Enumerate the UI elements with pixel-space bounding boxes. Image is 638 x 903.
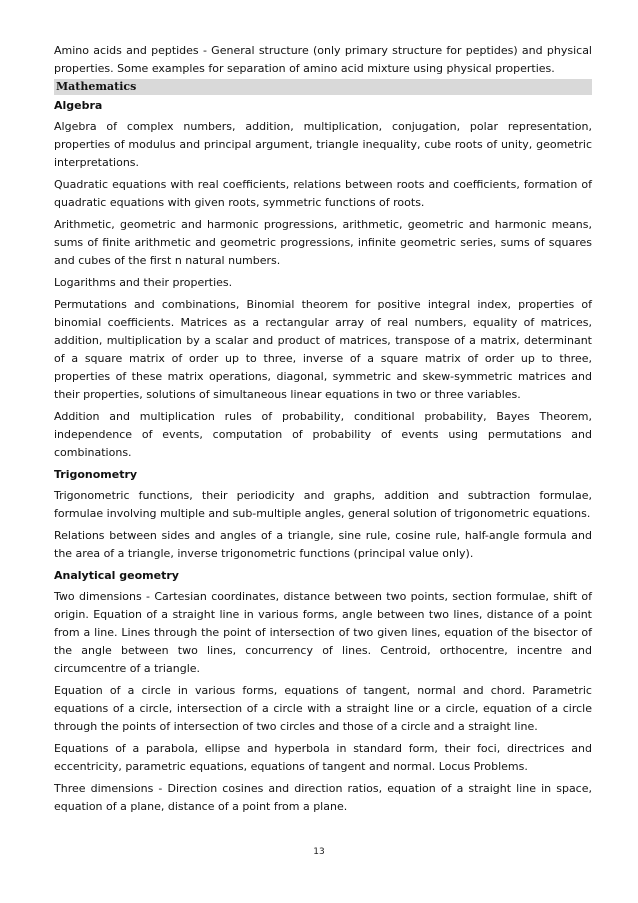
algebra-paragraph-permutations-matrices: Permutations and combinations, Binomial theorem for positive integral index, properties of binomial coefficients. Matrices as a rectangular array of real numbers, equality of matrices, addition, multiplication by a scalar and product of matrices, transpose of a matrix, determinant of a square matrix of order up to three, inverse of a square matrix of order up to three, properties of these matrix operations, diagonal, symmetric and skew-symmetric matrices and their properties, solutions of simultaneous linear equations in two or three variables.: [54, 298, 592, 401]
algebra-paragraph-progressions: Arithmetic, geometric and harmonic progressions, arithmetic, geometric and harmonic means, sums of finite arithmetic and geometric progressions, infinite geometric series, sums of squares and cubes of the first n natural numbers.: [54, 218, 592, 267]
subheading-analytical-geometry: Analytical geometry: [54, 569, 179, 582]
algebra-paragraph-probability: Addition and multiplication rules of probability, conditional probability, Bayes Theorem, independence of events, computation of probability of events using permutations and combinations.: [54, 410, 592, 459]
trigonometry-paragraph-triangles: Relations between sides and angles of a triangle, sine rule, cosine rule, half-angle formula and the area of a triangle, inverse trigonometric functions (principal value only).: [54, 529, 592, 560]
analytical-paragraph-conics: Equations of a parabola, ellipse and hyperbola in standard form, their foci, directrices and eccentricity, parametric equations, equations of tangent and normal. Locus Problems.: [54, 742, 592, 773]
subheading-algebra: Algebra: [54, 99, 103, 112]
algebra-paragraph-complex-numbers: Algebra of complex numbers, addition, multiplication, conjugation, polar representation, properties of modulus and principal argument, triangle inequality, cube roots of unity, geometric interpretations.: [54, 120, 592, 169]
analytical-paragraph-circle: Equation of a circle in various forms, equations of tangent, normal and chord. Parametric equations of a circle, intersection of a circle with a straight line or a circle, equation of a circle through the points of intersection of two circles and those of a circle and a straight line.: [54, 684, 592, 733]
intro-paragraph: Amino acids and peptides - General structure (only primary structure for peptides) and physical properties. Some examples for separation of amino acid mixture using physical properties.: [54, 44, 592, 75]
subheading-trigonometry: Trigonometry: [54, 468, 138, 481]
section-heading-mathematics: Mathematics: [54, 79, 592, 95]
trigonometry-paragraph-functions: Trigonometric functions, their periodicity and graphs, addition and subtraction formulae, formulae involving multiple and sub-multiple angles, general solution of trigonometric equations.: [54, 489, 592, 520]
analytical-paragraph-two-dimensions: Two dimensions - Cartesian coordinates, distance between two points, section formulae, shift of origin. Equation of a straight line in various forms, angle between two lines, distance of a point from a line. Lines through the point of intersection of two given lines, equation of the bisector of the angle between two lines, concurrency of lines. Centroid, orthocentre, incentre and circumcentre of a triangle.: [54, 590, 592, 675]
algebra-paragraph-quadratic: Quadratic equations with real coefficients, relations between roots and coefficients, formation of quadratic equations with given roots, symmetric functions of roots.: [54, 178, 592, 209]
analytical-paragraph-three-dimensions: Three dimensions - Direction cosines and direction ratios, equation of a straight line in space, equation of a plane, distance of a point from a plane.: [54, 782, 592, 813]
page-content: [54, 42, 592, 820]
algebra-paragraph-logarithms: Logarithms and their properties.: [54, 276, 233, 289]
page-number: 13: [313, 847, 325, 857]
